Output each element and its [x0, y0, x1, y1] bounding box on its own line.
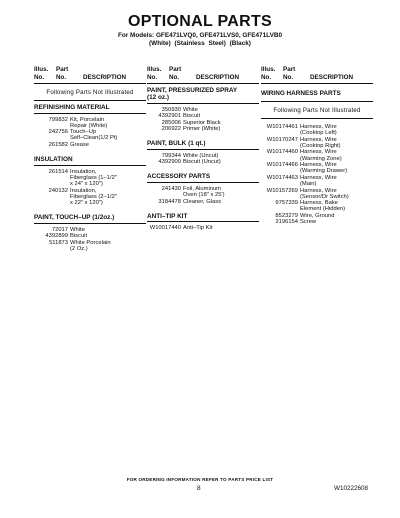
part-number: W10174461: [266, 124, 298, 130]
part-number: W10174460: [266, 149, 298, 156]
section-title: PAINT, BULK (1 qt.): [147, 140, 259, 150]
part-description: Biscuit: [70, 233, 88, 240]
part-description: Harness, Wire (Warming Drawer): [300, 162, 348, 175]
part-number: 511873: [49, 239, 68, 246]
part-number: 8523279: [275, 212, 298, 219]
part-number: W10017440: [149, 225, 181, 232]
part-row: [147, 199, 259, 205]
part-description: Grease: [70, 141, 90, 148]
part-header: Part No.: [169, 66, 182, 81]
part-row: [147, 107, 259, 113]
part-description: Screw: [300, 219, 317, 226]
section-title: ANTI–TIP KIT: [147, 213, 259, 223]
description-header: DESCRIPTION: [83, 73, 127, 81]
part-row: [147, 186, 259, 198]
column-header: [261, 66, 373, 82]
part-number: 350930: [161, 106, 181, 113]
part-description: White: [70, 226, 85, 233]
part-row: [147, 113, 259, 119]
part-number: 285006: [161, 119, 181, 126]
part-row: [261, 188, 373, 200]
part-number: W10170247: [266, 136, 298, 143]
part-row: [34, 240, 146, 252]
part-description: Foil, Aluminum Oven (18" x 25'): [183, 185, 225, 199]
part-row: [34, 129, 146, 141]
part-row: [147, 126, 259, 132]
part-row: [34, 188, 146, 207]
section-title: WIRING HARNESS PARTS: [261, 90, 373, 102]
part-number: 261514: [48, 168, 68, 175]
part-description: Wire, Ground: [300, 212, 335, 219]
part-description: Harness, Wire (Warming Zone): [300, 149, 342, 162]
section-title: REFINISHING MATERIAL: [34, 104, 146, 114]
part-number: 240132: [48, 187, 68, 194]
part-description: Primer (White): [183, 126, 221, 132]
page-title: OPTIONAL PARTS: [127, 13, 273, 30]
part-row: [261, 200, 373, 212]
part-description: Anti–Tip Kit: [183, 225, 213, 232]
part-description: White (Uncut): [183, 152, 219, 159]
part-number: 3196154: [275, 219, 298, 226]
illus-header: Illus. No.: [34, 66, 49, 81]
part-description: Insulation, Fiberglass (2–1/2" x 22" x 120"): [70, 187, 117, 206]
part-description: White: [183, 106, 198, 113]
part-description: Superior Black: [183, 119, 221, 126]
part-number: 799344: [161, 152, 181, 159]
part-description: Insulation, Fiberglass (1–1/2" x 24" x 120"): [70, 168, 117, 188]
part-row: [147, 153, 259, 159]
part-row: [34, 227, 146, 233]
column-2: [147, 66, 259, 232]
not-illustrated-note: Following Parts Not Illustrated: [34, 84, 146, 101]
part-number: 799832: [48, 116, 68, 123]
part-description: Harness, Wire (Cooktop Right): [300, 136, 341, 149]
part-header: Part No.: [56, 66, 69, 81]
document-number: W10222608: [334, 485, 368, 492]
section-title: PAINT, TOUCH–UP (1/2oz.): [34, 214, 146, 224]
column-3-body: [261, 124, 373, 226]
part-number: 261582: [48, 141, 68, 148]
column-3: [261, 66, 373, 226]
header-rule: [261, 83, 373, 84]
part-row: [147, 120, 259, 126]
part-number: 242756: [48, 129, 68, 136]
part-row: [34, 142, 146, 148]
section-title: ACCESSORY PARTS: [147, 173, 259, 183]
ordering-footer: FOR ORDERING INFORMATION REFER TO PARTS PRICE LIST: [126, 477, 274, 482]
part-row: [147, 225, 259, 231]
part-number: 206922: [161, 126, 181, 132]
description-header: DESCRIPTION: [196, 73, 240, 81]
part-row: [147, 159, 259, 165]
part-row: [261, 137, 373, 149]
part-number: W10174466: [266, 162, 298, 169]
part-description: Harness, Wire (Sensor/Dr Switch): [300, 187, 349, 200]
part-row: [261, 124, 373, 136]
part-number: W10174463: [266, 174, 298, 181]
part-description: Touch–Up Self–Clean(1/2 Pt): [70, 129, 118, 142]
part-number: 4392899: [45, 233, 68, 240]
part-number: 9757339: [275, 200, 298, 207]
section-title: INSULATION: [34, 156, 146, 166]
part-row: [261, 175, 373, 187]
model-list: For Models: GFE471LVQ0, GFE471LVS0, GFE471LVB0: [117, 32, 283, 39]
part-row: [261, 149, 373, 161]
part-description: Harness, Wire (Cooktop Left): [300, 124, 337, 137]
part-description: Biscuit (Uncut): [183, 159, 221, 166]
part-row: [34, 169, 146, 188]
column-2-body: [147, 87, 259, 232]
illus-header: Illus. No.: [261, 66, 276, 81]
not-illustrated-note: Following Parts Not Illustrated: [261, 105, 373, 119]
part-row: [261, 213, 373, 219]
part-number: W10157269: [266, 187, 298, 194]
header-rule: [147, 83, 259, 84]
part-number: 3184478: [158, 198, 181, 205]
part-number: 4392901: [158, 113, 181, 119]
illus-header: Illus. No.: [147, 66, 162, 81]
column-header: [34, 66, 146, 82]
part-description: Harness, Bake Element (Hidden): [300, 200, 346, 213]
part-header: Part No.: [283, 66, 296, 81]
column-1: [34, 66, 146, 252]
column-1-body: [34, 104, 146, 252]
page-number: 8: [197, 485, 201, 492]
part-description: Biscuit: [183, 113, 201, 119]
part-row: [34, 233, 146, 239]
column-header: [147, 66, 259, 82]
part-description: White Porcelain (2 Oz.): [70, 239, 111, 252]
part-number: 72017: [51, 226, 68, 233]
part-description: Harness, Wire (Main): [300, 174, 337, 188]
section-title: PAINT, PRESSURIZED SPRAY (12 oz.): [147, 87, 259, 104]
part-row: [34, 117, 146, 129]
part-number: 4392900: [158, 159, 181, 166]
part-row: [261, 162, 373, 174]
part-description: Cleaner, Glass: [183, 198, 222, 205]
description-header: DESCRIPTION: [310, 73, 354, 81]
part-row: [261, 219, 373, 225]
finish-list: (White) (Stainless Steel) (Black): [149, 40, 251, 47]
part-number: 241430: [161, 185, 181, 192]
part-description: Kit, Porcelain Repair (White): [70, 116, 108, 129]
